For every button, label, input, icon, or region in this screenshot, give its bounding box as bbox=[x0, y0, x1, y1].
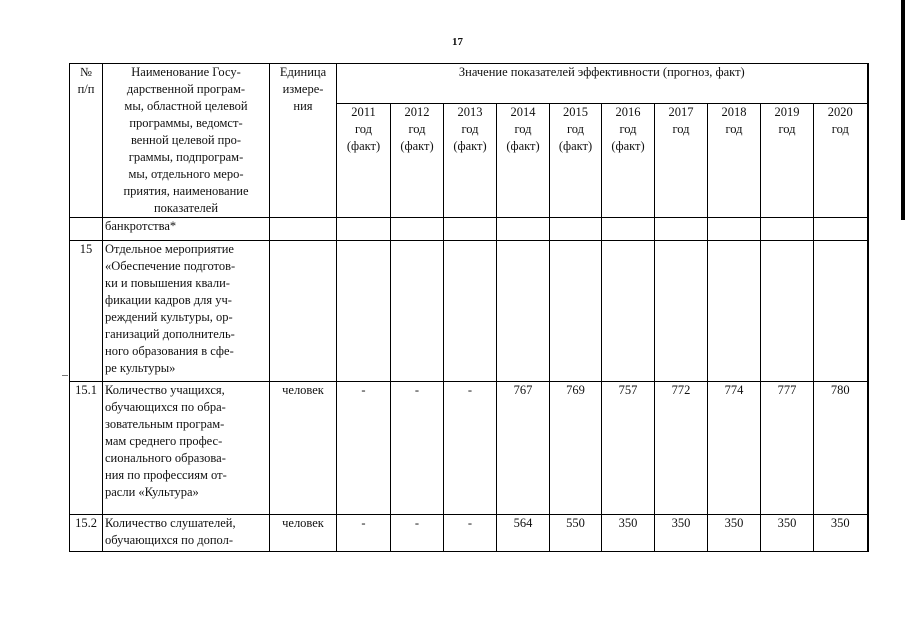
header-year-2020: 2020 год bbox=[814, 103, 868, 217]
header-unit-line: Единица bbox=[279, 65, 327, 79]
row-value: 767 bbox=[497, 382, 550, 515]
scan-border-edge bbox=[901, 0, 905, 220]
row-value: - bbox=[337, 515, 391, 552]
header-name-line: венной целевой про- bbox=[130, 133, 242, 147]
row-value: 772 bbox=[655, 382, 708, 515]
row-value bbox=[444, 241, 497, 382]
header-name-line: мы, областной целевой bbox=[124, 99, 248, 113]
row-value bbox=[337, 241, 391, 382]
header-year-2016: 2016 год (факт) bbox=[602, 103, 655, 217]
row-value bbox=[761, 241, 814, 382]
table-row bbox=[70, 515, 868, 552]
row-value: 777 bbox=[761, 382, 814, 515]
row-value: 769 bbox=[550, 382, 602, 515]
row-num: 15.1 bbox=[70, 382, 103, 515]
header-name-line: мы, отдельного меро- bbox=[128, 167, 244, 181]
row-value: 774 bbox=[708, 382, 761, 515]
row-value: - bbox=[444, 382, 497, 515]
row-value: 757 bbox=[602, 382, 655, 515]
row-value: - bbox=[337, 382, 391, 515]
row-value bbox=[708, 241, 761, 382]
header-row-top bbox=[70, 64, 868, 104]
row-value: 564 bbox=[497, 515, 550, 552]
header-year-2013: 2013 год (факт) bbox=[444, 103, 497, 217]
row-value bbox=[814, 241, 868, 382]
row-value: - bbox=[444, 515, 497, 552]
row-name: Количество учащихся, обучающихся по обра- зовательным програм- мам среднего профес- сионального образова- ния по профессиям от- расли «Культура» bbox=[103, 382, 270, 515]
row-value bbox=[497, 241, 550, 382]
row-value: 350 bbox=[708, 515, 761, 552]
row-value bbox=[391, 241, 444, 382]
row-value bbox=[814, 218, 868, 241]
header-year-2017: 2017 год bbox=[655, 103, 708, 217]
header-num-line: п/п bbox=[77, 82, 95, 96]
table-row bbox=[70, 218, 868, 241]
row-value: 780 bbox=[814, 382, 868, 515]
table-row bbox=[70, 382, 868, 515]
row-value: 350 bbox=[655, 515, 708, 552]
row-unit: человек bbox=[270, 382, 337, 515]
header-name-line: Наименование Госу- bbox=[131, 65, 241, 79]
row-value bbox=[550, 241, 602, 382]
row-num: 15.2 bbox=[70, 515, 103, 552]
header-name-line: приятия, наименование bbox=[123, 184, 249, 198]
row-name: Отдельное мероприятие «Обеспечение подготов- ки и повышения квали- фикации кадров для уч- реждений культуры, ор- ганизаций дополнитель- ного образования в сфе- ре культуры» bbox=[103, 241, 270, 382]
header-name-line: дарственной програм- bbox=[126, 82, 246, 96]
table-row bbox=[70, 241, 868, 382]
row-value: 550 bbox=[550, 515, 602, 552]
row-value bbox=[444, 218, 497, 241]
row-unit bbox=[270, 218, 337, 241]
row-value bbox=[655, 241, 708, 382]
row-value bbox=[761, 218, 814, 241]
row-value: - bbox=[391, 382, 444, 515]
header-year-2014: 2014 год (факт) bbox=[497, 103, 550, 217]
row-value bbox=[655, 218, 708, 241]
header-year-2011: 2011 год (факт) bbox=[337, 103, 391, 217]
row-value: 350 bbox=[761, 515, 814, 552]
header-unit bbox=[270, 64, 337, 218]
row-value: 350 bbox=[602, 515, 655, 552]
row-num: 15 bbox=[70, 241, 103, 382]
row-unit: человек bbox=[270, 515, 337, 552]
indicators-table bbox=[69, 63, 869, 552]
row-value bbox=[602, 218, 655, 241]
header-name-line: граммы, подпрограм- bbox=[128, 150, 244, 164]
row-value bbox=[602, 241, 655, 382]
row-value bbox=[497, 218, 550, 241]
row-value bbox=[391, 218, 444, 241]
header-name-line: показателей bbox=[153, 201, 219, 215]
row-num bbox=[70, 218, 103, 241]
header-num-line: № bbox=[80, 65, 92, 79]
header-unit-line: измере- bbox=[282, 82, 324, 96]
row-value: - bbox=[391, 515, 444, 552]
header-unit-line: ния bbox=[293, 99, 313, 113]
header-name-line: программы, ведомст- bbox=[129, 116, 243, 130]
header-name bbox=[103, 64, 270, 218]
header-year-2019: 2019 год bbox=[761, 103, 814, 217]
row-value: 350 bbox=[814, 515, 868, 552]
row-value bbox=[708, 218, 761, 241]
scan-artifact-mark bbox=[62, 375, 68, 376]
row-value bbox=[337, 218, 391, 241]
header-year-2015: 2015 год (факт) bbox=[550, 103, 602, 217]
row-unit bbox=[270, 241, 337, 382]
row-name: Количество слушателей, обучающихся по допол- bbox=[103, 515, 270, 552]
header-year-2018: 2018 год bbox=[708, 103, 761, 217]
header-year-2012: 2012 год (факт) bbox=[391, 103, 444, 217]
page-number: 17 bbox=[452, 36, 463, 48]
header-values-group: Значение показателей эффективности (прогноз, факт) bbox=[337, 64, 868, 104]
row-value bbox=[550, 218, 602, 241]
header-num bbox=[70, 64, 103, 218]
row-name: банкротства* bbox=[103, 218, 270, 241]
